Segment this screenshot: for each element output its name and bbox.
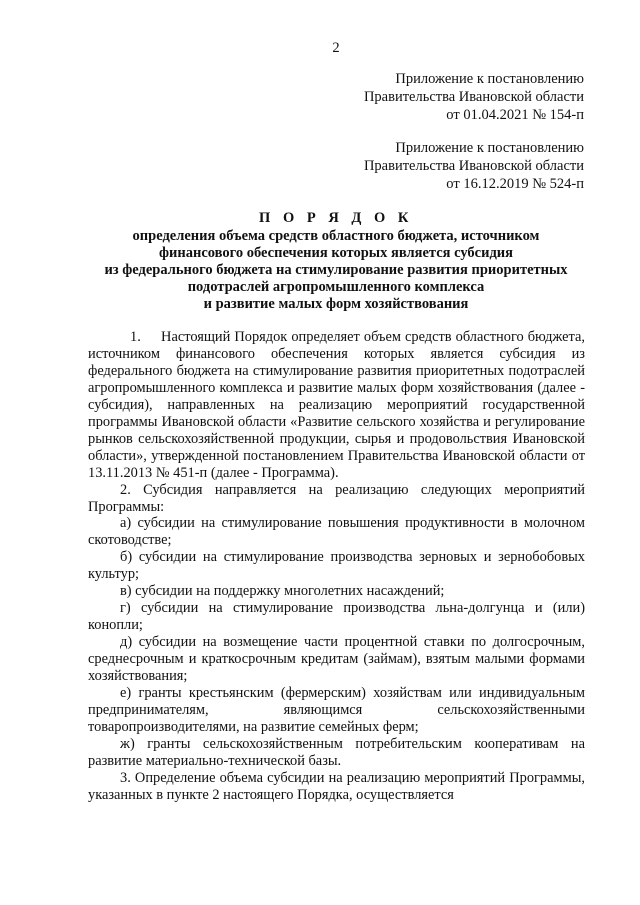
title-line: из федерального бюджета на стимулирование развития приоритетных [104,262,568,278]
subitem-d: д) субсидии на возмещение части процентной ставки по долгосрочным, среднесрочным и краткосрочным кредитам (займам), взятым малыми формами хозяйствования; [88,634,585,685]
title-line: и развитие малых форм хозяйствования [203,296,469,312]
appendix-line: Приложение к постановлению [395,71,584,87]
subitem-zh: ж) гранты сельскохозяйственным потребительским кооперативам на развитие материально-технической базы. [88,735,585,769]
appendix-note-original [364,139,584,193]
title-line: подотраслей агропромышленного комплекса [187,279,485,295]
paragraph-item-3: 3. Определение объема субсидии на реализацию мероприятий Программы, указанных в пункте 2 настоящего Порядка, осуществляется [88,769,585,803]
appendix-line: Правительства Ивановской области [363,89,584,105]
subitem-g: г) субсидии на стимулирование производства льна-долгунца и (или) конопли; [88,600,585,634]
title-line: финансового обеспечения которых является субсидия [159,245,513,261]
appendix-note-current [364,70,584,124]
title-heading: П О Р Я Д О К [259,210,413,226]
document-body [88,329,585,804]
appendix-date-number: от 01.04.2021 № 154-п [446,107,584,123]
appendix-line: Правительства Ивановской области [363,158,584,174]
paragraph-item-2: 2. Субсидия направляется на реализацию следующих мероприятий Программы: [88,481,585,515]
document-title [70,210,602,313]
subitem-a: а) субсидии на стимулирование повышения продуктивности в молочном скотоводстве; [88,515,585,549]
subitem-e: е) гранты крестьянским (фермерским) хозяйствам или индивидуальным предпринимателям, являющимся сельскохозяйственными товаропроизводителями, на развитие семейных ферм; [88,685,585,735]
title-line: определения объема средств областного бюджета, источником [132,228,540,244]
subitem-v: в) субсидии на поддержку многолетних насаждений; [120,583,445,600]
appendix-date-number: от 16.12.2019 № 524-п [446,176,584,192]
appendix-line: Приложение к постановлению [395,140,584,156]
subitem-b: б) субсидии на стимулирование производства зерновых и зернобобовых культур; [88,549,585,583]
paragraph-item-1: 1. Настоящий Порядок определяет объем средств областного бюджета, источником финансового обеспечения которых является субсидия из федерального бюджета на стимулирование развития приоритетных подотраслей агропромышленного комплекса и развитие малых форм хозяйствования (далее - субсидия), направленных на реализацию мероприятий государственной программы Ивановской области «Развитие сельского хозяйства и регулирование рынков сельскохозяйственной продукции, сырья и продовольствия Ивановской области», утвержденной постановлением Правительства Ивановской области от 13.11.2013 № 451-п (далее - Программа). [88,329,585,481]
page-number: 2 [332,40,340,56]
